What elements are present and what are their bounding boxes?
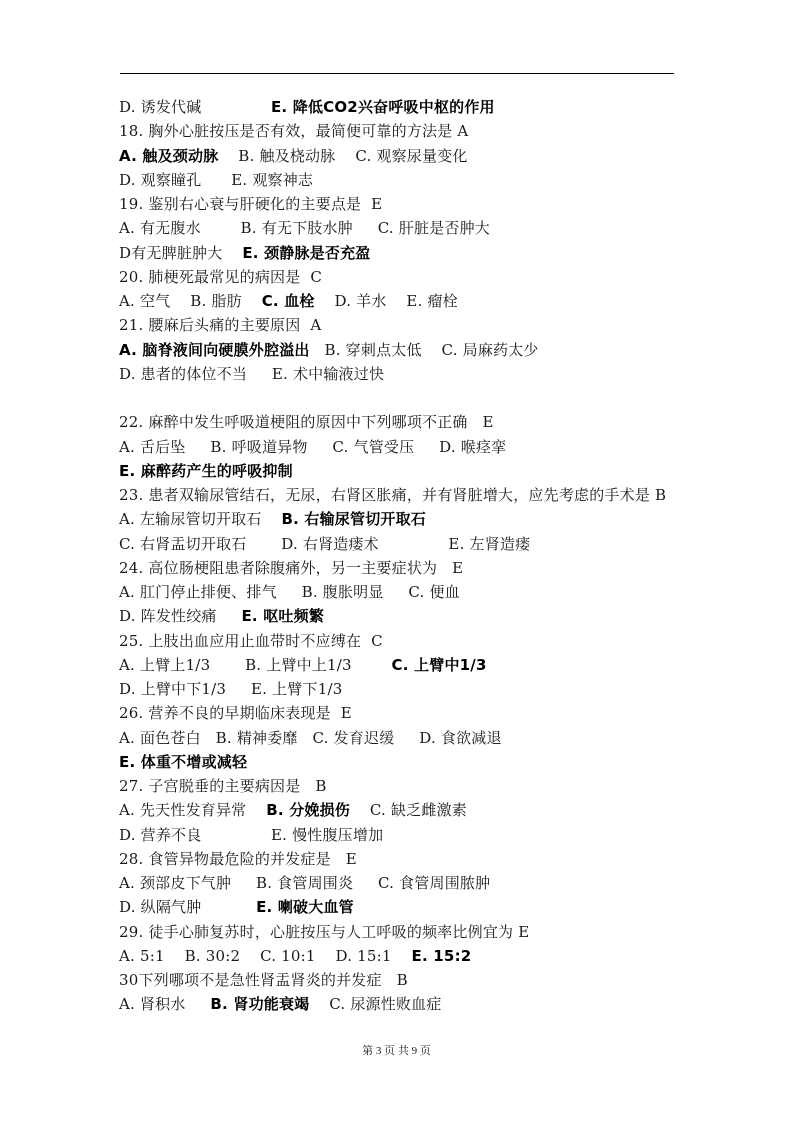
line-text: D. 患者的体位不当 E. 术中输液过快	[119, 364, 385, 383]
line-text: D. 纵隔气肿	[119, 898, 257, 917]
text-line	[119, 945, 471, 967]
text-line	[119, 460, 293, 482]
line-text: D有无脾脏肿大	[119, 243, 243, 262]
text-line	[119, 266, 322, 288]
text-line	[119, 969, 408, 991]
text-line	[119, 799, 467, 821]
answer-text: E. 麻醉药产生的呼吸抑制	[119, 461, 293, 480]
answer-text: E. 喇破大血管	[256, 898, 354, 917]
text-line	[119, 193, 382, 215]
answer-text: E. 15:2	[411, 946, 472, 965]
text-line	[119, 508, 426, 530]
line-text: D. 羊水 E. 瘤栓	[314, 292, 458, 310]
answer-text: E. 降低CO2兴奋呼吸中枢的作用	[270, 98, 495, 116]
answer-text: B. 肾功能衰竭	[210, 995, 310, 1014]
line-text: 24. 高位肠梗阻患者除腹痛外，另一主要症状为 E	[119, 558, 464, 577]
text-line	[119, 702, 352, 724]
line-text: A. 面色苍白 B. 精神委靡 C. 发育迟缓 D. 食欲减退	[119, 728, 502, 747]
text-line	[119, 363, 384, 385]
line-text: A. 肛门停止排便、排气 B. 腹胀明显 C. 便血	[119, 583, 460, 601]
line-text: 20. 肺梗死最常见的病因是 C	[119, 267, 323, 286]
text-line	[119, 242, 370, 264]
line-text: 21. 腰麻后头痛的主要原因 A	[119, 316, 322, 335]
line-text: 19. 鉴别右心衰与肝硬化的主要点是 E	[119, 195, 383, 213]
text-line	[119, 775, 327, 797]
line-text: D. 阵发性绞痛	[119, 607, 242, 626]
text-line	[119, 848, 357, 870]
line-text: 25. 上肢出血应用止血带时不应缚在 C	[119, 631, 383, 650]
text-line	[119, 727, 502, 749]
text-line	[119, 654, 487, 676]
answer-text: E. 呕吐频繁	[241, 607, 325, 626]
answer-text: C. 上臂中1/3	[391, 655, 487, 674]
text-line	[119, 872, 490, 894]
line-text: D. 观察瞳孔 E. 观察神志	[119, 170, 314, 189]
text-line	[119, 921, 529, 943]
text-line	[119, 993, 442, 1015]
answer-text: E. 体重不增或减轻	[119, 752, 248, 771]
text-line	[119, 630, 383, 652]
line-text: C. 尿源性败血症	[309, 995, 442, 1014]
line-text: A. 舌后坠 B. 呼吸道异物 C. 气管受压 D. 喉痉挛	[119, 437, 507, 456]
text-line	[119, 339, 539, 361]
text-line	[119, 217, 490, 239]
text-line	[119, 533, 530, 555]
text-line	[119, 96, 495, 118]
line-text: C. 右肾盂切开取石 D. 右肾造瘘术 E. 左肾造瘘	[119, 534, 531, 553]
text-line	[119, 411, 494, 433]
line-text: B. 穿刺点太低 C. 局麻药太少	[309, 340, 539, 359]
line-text: 26. 营养不良的早期临床表现是 E	[119, 704, 352, 723]
line-text: 23. 患者双输尿管结石，无尿，右肾区胀痛，并有肾脏增大，应先考虑的手术是 B	[119, 486, 667, 504]
text-line	[119, 605, 324, 627]
page-footer: 第 3 页 共 9 页	[362, 1045, 431, 1057]
line-text: A. 有无腹水 B. 有无下肢水肿 C. 肝脏是否肿大	[119, 219, 490, 238]
text-line	[119, 896, 354, 918]
text-line	[119, 678, 342, 700]
line-text: D. 诱发代碱	[119, 98, 271, 116]
line-text: A. 先天性发育异常	[119, 801, 267, 820]
text-line	[119, 557, 463, 579]
answer-text: A. 触及颈动脉	[119, 146, 219, 165]
line-text: 28. 食管异物最危险的并发症是 E	[119, 849, 357, 868]
line-text: A. 左输尿管切开取石	[119, 510, 282, 529]
line-text: 27. 子宫脱垂的主要病因是 B	[119, 777, 327, 795]
line-text: C. 缺乏雌激素	[350, 801, 467, 820]
answer-text: B. 分娩损伤	[266, 801, 351, 820]
line-text: A. 空气 B. 脂肪	[119, 292, 262, 310]
line-text: B. 触及桡动脉 C. 观察尿量变化	[218, 146, 468, 165]
text-line	[119, 751, 247, 773]
line-text: A. 5:1 B. 30:2 C. 10:1 D. 15:1	[119, 946, 412, 965]
text-line	[119, 824, 383, 846]
text-line	[119, 484, 666, 506]
text-line	[119, 581, 460, 603]
line-text: D. 营养不良 E. 慢性腹压增加	[119, 825, 384, 844]
answer-text: B. 右输尿管切开取石	[281, 510, 427, 529]
line-text: 29. 徒手心肺复苏时，心脏按压与人工呼吸的频率比例宜为 E	[119, 922, 530, 941]
answer-text: E. 颈静脉是否充盈	[242, 243, 371, 262]
line-text: 22. 麻醉中发生呼吸道梗阻的原因中下列哪项不正确 E	[119, 413, 494, 432]
line-text: A. 上臂上1/3 B. 上臂中上1/3	[119, 655, 392, 674]
answer-text: C. 血栓	[261, 292, 315, 310]
line-text: 18. 胸外心脏按压是否有效，最简便可靠的方法是 A	[119, 122, 469, 141]
text-line	[119, 120, 468, 142]
line-text: D. 上臂中下1/3 E. 上臂下1/3	[119, 680, 343, 698]
text-line	[119, 436, 506, 458]
header-rule	[120, 73, 674, 74]
text-line	[119, 145, 468, 167]
text-line	[119, 290, 458, 312]
text-line	[119, 169, 313, 191]
line-text: 30下列哪项不是急性肾盂肾炎的并发症 B	[119, 971, 408, 989]
text-line	[119, 314, 321, 336]
line-text: A. 颈部皮下气肿 B. 食管周围炎 C. 食管周围脓肿	[119, 874, 491, 892]
line-text: A. 肾积水	[119, 995, 211, 1014]
answer-text: A. 脑脊液间向硬膜外腔溢出	[119, 340, 310, 359]
